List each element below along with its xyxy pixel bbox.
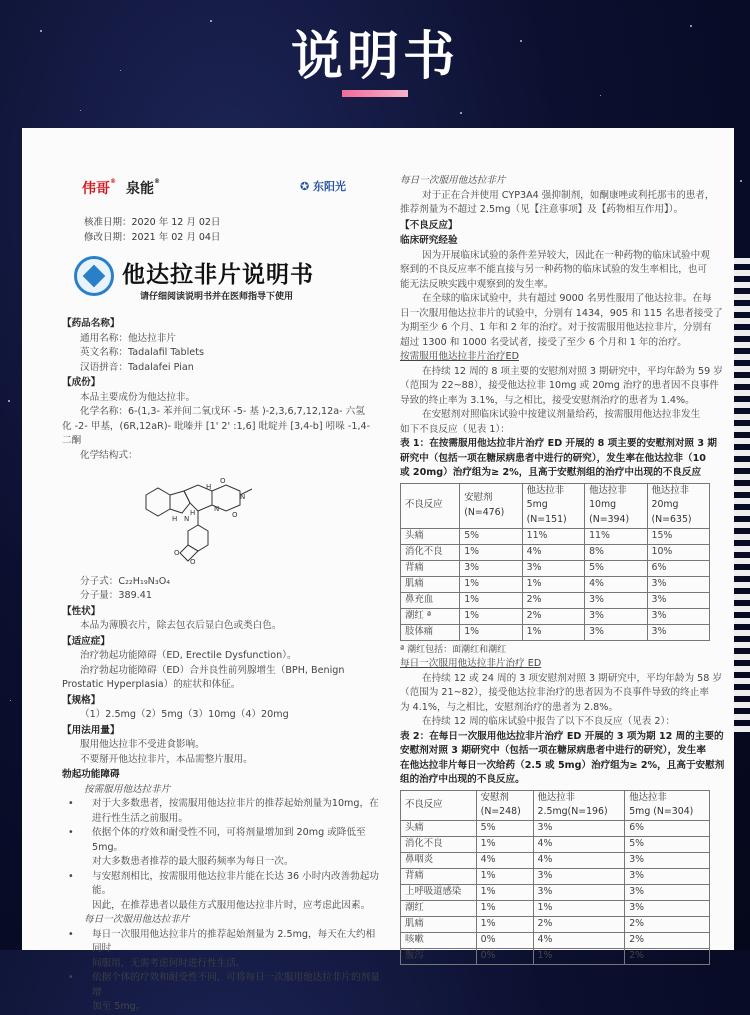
table-row — [401, 528, 710, 544]
table-header-cell: 他达拉非 20mg (N=635) — [647, 483, 710, 528]
page-title: 说明书 — [290, 27, 459, 87]
chemical-structure-image — [132, 465, 292, 565]
table-row — [401, 608, 710, 624]
text-line: 因为开展临床试验的条件差异较大，因此在一种药物的临床试验中观 — [422, 249, 710, 261]
bullet-item: • 与安慰剂相比，按需服用他达拉非片能在长达 36 小时内改善勃起功能。 因此，在推荐患者以最佳方式服用他达拉非片时，应考虑此因素。 — [62, 870, 384, 914]
table-header-row — [401, 483, 710, 528]
table-cell: 1% — [476, 868, 533, 884]
table-caption: 研究中（包括一项在糖尿病患者中进行的研究），发生率在他达拉非（10 — [400, 452, 706, 464]
section-heading: 【药品名称】 — [62, 318, 120, 329]
table-header-cell: 不良反应 — [401, 790, 477, 820]
svg-text:H: H — [172, 515, 178, 523]
table-cell: 上呼吸道感染 — [401, 884, 477, 900]
section-heading: 【不良反应】 — [400, 219, 458, 231]
table-cell: 0% — [476, 948, 533, 964]
svg-text:N: N — [184, 515, 190, 523]
table-header-cell: 不良反应 — [401, 483, 460, 528]
table-cell: 1% — [533, 948, 625, 964]
table-cell: 3% — [625, 900, 710, 916]
table-cell: 3% — [625, 884, 710, 900]
text-line: 为期至少 6 个月、1 年和 2 年的治疗。对于按需服用他达拉非片，分别有 — [400, 322, 712, 333]
table-cell: 4% — [533, 836, 625, 852]
subheading: 每日一次服用他达拉非片 — [400, 175, 506, 186]
table-cell: 消化不良 — [401, 544, 460, 560]
table-caption: 在他达拉非片每日一次给药（2.5 或 5mg）治疗组为≥ 2%，且高于安慰剂 — [400, 759, 725, 771]
svg-text:O: O — [174, 549, 180, 557]
text-line: 在全球的临床试验中，共有超过 9000 名男性服用了他达拉非。在每 — [422, 293, 712, 304]
table-cell: 1% — [476, 916, 533, 932]
approve-date: 核准日期：2020 年 12 月 02日 — [84, 217, 221, 228]
svg-text:H: H — [190, 509, 196, 517]
section-heading: 临床研究经验 — [400, 235, 458, 246]
table-row — [401, 900, 710, 916]
table-cell: 背痛 — [401, 560, 460, 576]
text-line: 化学名称：6-(1,3- 苯并间二氧戊环 -5- 基 )-2,3,6,7,12,12a- 六氢 — [80, 406, 365, 417]
table-cell: 2% — [522, 592, 584, 608]
table-header-cell: 他达拉非 5mg (N=151) — [522, 483, 584, 528]
text-line: 在持续 12 或 24 周的 3 项安慰剂对照 3 期研究中，平均年龄为 58 岁 — [422, 672, 722, 684]
svg-text:N: N — [214, 505, 220, 513]
doc-subtitle: 请仔细阅读说明书并在医师指导下使用 — [140, 292, 294, 302]
star — [10, 700, 11, 701]
star — [460, 112, 462, 114]
text-line: 治疗勃起功能障碍（ED）合并良性前列腺增生（BPH, Benign — [80, 664, 345, 676]
bullet-item: • 每日一次服用他达拉非片的推荐起始剂量为 2.5mg，每天在大约相同时 间服用，无需考虑何时进行性生活。 — [62, 928, 384, 972]
table-caption: 或 20mg）治疗组为≥ 2%，且高于安慰剂组的治疗中出现的不良反应 — [400, 467, 702, 478]
english-name: 英文名称：Tadalafil Tablets — [80, 347, 204, 358]
svg-text:O: O — [232, 511, 238, 519]
table-cell: 肢体痛 — [401, 624, 460, 640]
table-cell: 4% — [533, 932, 625, 948]
table-header-cell: 他达拉非 10mg (N=394) — [585, 483, 647, 528]
table-header-cell: 他达拉非 5mg (N=304) — [625, 790, 710, 820]
text-line: 在持续 12 周的临床试验中报告了以下不良反应（见表 2）： — [422, 716, 675, 727]
table-row — [401, 544, 710, 560]
table-row — [401, 820, 710, 836]
text-line: 日一次服用他达拉非片的试验中，分别有 1434，905 和 115 名患者接受了 — [400, 307, 723, 319]
right-column — [400, 174, 725, 967]
table-cell: 2% — [625, 916, 710, 932]
table-cell: 1% — [476, 900, 533, 916]
table-cell: 3% — [533, 820, 625, 836]
table-cell: 4% — [533, 852, 625, 868]
text-line: （范围为 22~88），接受他达拉非 10mg 或 20mg 治疗的患者因不良事件 — [400, 380, 719, 391]
section-heading: 【适应症】 — [62, 635, 110, 647]
table-cell: 3% — [585, 592, 647, 608]
text-line: （范围为 21~82），接受他达拉非治疗的患者因为不良事件导致的终止率 — [400, 687, 709, 698]
table-cell: 3% — [522, 560, 584, 576]
table-caption: 表 2：在每日一次服用他达拉非片治疗 ED 开展的 3 项为期 12 周的主要的 — [400, 730, 724, 742]
svg-text:O: O — [190, 558, 196, 566]
table-cell: 咳嗽 — [401, 932, 477, 948]
table-cell: 1% — [476, 884, 533, 900]
table-cell: 3% — [585, 624, 647, 640]
svg-text:N: N — [240, 493, 246, 501]
table-cell: 3% — [533, 868, 625, 884]
text-line: 化 -2- 甲基，(6R,12aR)- 吡嗪并 [1' 2' :1,6] 吡啶并 [3,4-b] 吲哚 -1,4- — [62, 420, 371, 432]
subheading: 每日一次服用他达拉非片治疗 ED — [400, 658, 542, 669]
generic-name: 通用名称：他达拉非片 — [80, 332, 176, 344]
table-header-row — [401, 790, 710, 820]
title-underline — [342, 90, 408, 97]
section-heading: 【用法用量】 — [62, 724, 120, 736]
subheading: 按需服用他达拉非片治疗ED — [400, 351, 519, 362]
brand-logo-weige: 伟哥® — [82, 178, 116, 197]
text-line: Prostatic Hyperplasia）的症状和体征。 — [62, 679, 241, 690]
table-row — [401, 948, 710, 964]
text-line: （1）2.5mg（2）5mg（3）10mg（4）20mg — [80, 709, 289, 720]
text-line: 为 4.1%，与之相比，安慰剂治疗的患者为 2.8%。 — [400, 701, 618, 713]
left-column — [62, 316, 384, 1015]
table-cell: 1% — [460, 592, 522, 608]
table-cell: 1% — [522, 576, 584, 592]
section-heading: 【性状】 — [62, 605, 101, 617]
table-cell: 8% — [585, 544, 647, 560]
table-cell: 1% — [533, 900, 625, 916]
svg-text:H: H — [206, 483, 212, 491]
text-line: 超过 1300 和 1000 名受试者，接受了至少 6 个月和 1 年的治疗。 — [400, 336, 687, 348]
text-line: 察到的不良反应率不能直接与另一种药物的临床试验的发生率相比，也可 — [400, 264, 707, 275]
table-cell: 鼻咽炎 — [401, 852, 477, 868]
text-line: 能无法反映实践中观察到的发生率。 — [400, 278, 554, 290]
text-line: 服用他达拉非不受进食影响。 — [80, 739, 205, 750]
star — [8, 400, 10, 402]
edge-stripes — [734, 258, 750, 763]
bullet-item: • 依据个体的疗效和耐受性不同，可将每日一次服用他达拉非片的剂量增 加至 5mg。 — [62, 971, 384, 1015]
text-line: 推荐剂量为不超过 2.5mg（见【注意事项】及【药物相互作用】）。 — [400, 204, 684, 215]
bullet-item: • 依据个体的疗效和耐受性不同，可将剂量增加到 20mg 或降低至5mg。 对大多数患者推荐的最大服药频率为每日一次。 — [62, 826, 384, 870]
text-line: 如下不良反应（见表 1）： — [400, 423, 510, 435]
table-header-cell: 他达拉非 2.5mg(N=196) — [533, 790, 625, 820]
table-cell: 5% — [476, 820, 533, 836]
table-row — [401, 592, 710, 608]
text-line: 导致的终止率为 3.1%，与之相比，接受安慰剂治疗的患者为 1.4%。 — [400, 394, 695, 406]
table-row — [401, 916, 710, 932]
table-footnote: ª 潮红包括：面潮红和潮红 — [400, 644, 507, 655]
text-line: 化学结构式： — [80, 449, 138, 461]
adverse-reaction-table-1 — [400, 483, 710, 641]
table-cell: 2% — [522, 608, 584, 624]
table-row — [401, 884, 710, 900]
table-header-cell: 安慰剂 (N=476) — [460, 483, 522, 528]
text-line: 本品主要成份为他达拉非。 — [80, 391, 196, 403]
table-caption: 安慰剂对照 3 期研究中（包括一项在糖尿病患者中进行的研究），发生率 — [400, 745, 706, 756]
table-cell: 消化不良 — [401, 836, 477, 852]
svg-text:O: O — [220, 477, 226, 485]
table-cell: 1% — [460, 608, 522, 624]
molecular-formula: 分子式：C₂₂H₁₉N₃O₄ — [80, 575, 171, 587]
table-cell: 0% — [476, 932, 533, 948]
table-cell: 6% — [625, 820, 710, 836]
subheading: 每日一次服用他达拉非片 — [84, 914, 190, 925]
table-cell: 11% — [585, 528, 647, 544]
table-cell: 肌痛 — [401, 916, 477, 932]
table-cell: 5% — [625, 836, 710, 852]
table-caption: 表 1：在按需服用他达拉非片治疗 ED 开展的 8 项主要的安慰剂对照 3 期 — [400, 438, 717, 449]
table-cell: 3% — [647, 592, 710, 608]
table-cell: 3% — [533, 884, 625, 900]
table-row — [401, 868, 710, 884]
table-row — [401, 624, 710, 640]
adverse-reaction-table-2 — [400, 790, 710, 965]
table-cell: 头痛 — [401, 820, 477, 836]
table-cell: 1% — [476, 836, 533, 852]
table-cell: 4% — [585, 576, 647, 592]
table-cell: 10% — [647, 544, 710, 560]
text-line: 在安慰剂对照临床试验中按建议剂量给药，按需服用他达拉非发生 — [422, 409, 701, 420]
table-cell: 1% — [522, 624, 584, 640]
table-cell: 6% — [647, 560, 710, 576]
table-cell: 4% — [476, 852, 533, 868]
table-cell: 11% — [522, 528, 584, 544]
table-cell: 3% — [625, 868, 710, 884]
table-cell: 3% — [647, 624, 710, 640]
table-caption: 组的治疗中出现的不良反应。 — [400, 774, 525, 785]
section-heading: 【成份】 — [62, 377, 101, 388]
subheading: 按需服用他达拉非片 — [84, 783, 171, 795]
text-line: 对于正在合并使用 CYP3A4 强抑制剂，如酮康唑或利托那韦的患者， — [422, 189, 715, 201]
emblem-icon — [74, 256, 114, 296]
table-cell: 3% — [625, 852, 710, 868]
table-cell: 1% — [460, 544, 522, 560]
text-line: 治疗勃起功能障碍（ED, Erectile Dysfunction）。 — [80, 650, 297, 661]
table-cell: 背痛 — [401, 868, 477, 884]
text-line: 不要掰开他达拉非片，本品需整片服用。 — [80, 753, 253, 765]
star — [740, 180, 742, 182]
molecular-weight: 分子量：389.41 — [80, 590, 152, 601]
partner-logo: ✪ 东阳光 — [300, 180, 347, 193]
section-heading: 【规格】 — [62, 694, 101, 706]
table-cell: 2% — [625, 932, 710, 948]
text-line: 在持续 12 周的 8 项主要的安慰剂对照 3 期研究中，平均年龄为 59 岁 — [422, 365, 723, 377]
table-cell: 潮红 — [401, 900, 477, 916]
table-cell: 2% — [625, 948, 710, 964]
table-cell: 15% — [647, 528, 710, 544]
text-line: 本品为薄膜衣片，除去包衣后显白色或类白色。 — [80, 620, 282, 631]
star — [600, 95, 601, 96]
table-cell: 2% — [533, 916, 625, 932]
table-cell: 3% — [647, 576, 710, 592]
table-cell: 4% — [522, 544, 584, 560]
table-row — [401, 852, 710, 868]
table-cell: 3% — [647, 608, 710, 624]
table-cell: 1% — [460, 624, 522, 640]
table-header-cell: 安慰剂 (N=248) — [476, 790, 533, 820]
table-cell: 潮红 ª — [401, 608, 460, 624]
text-line: 二酮 — [62, 435, 82, 446]
table-cell: 3% — [585, 608, 647, 624]
table-cell: 3% — [460, 560, 522, 576]
table-cell: 肌痛 — [401, 576, 460, 592]
table-cell: 头痛 — [401, 528, 460, 544]
table-row — [401, 932, 710, 948]
table-cell: 5% — [460, 528, 522, 544]
table-cell: 1% — [460, 576, 522, 592]
table-cell: 鼻充血 — [401, 592, 460, 608]
leaflet-sheet — [22, 128, 734, 1012]
table-row — [401, 560, 710, 576]
pinyin-name: 汉语拼音：Tadalafei Pian — [80, 361, 194, 373]
table-row — [401, 576, 710, 592]
table-cell: 腹泻 — [401, 948, 477, 964]
revise-date: 修改日期：2021 年 02 月 04日 — [84, 232, 221, 243]
brand-logo-quanneng: 泉能® — [126, 178, 160, 197]
bullet-item: • 对于大多数患者，按需服用他达拉非片的推荐起始剂量为10mg，在 进行性生活之前服用。 — [62, 797, 384, 826]
doc-title: 他达拉非片说明书 — [122, 262, 314, 288]
star — [80, 110, 81, 111]
table-cell: 5% — [585, 560, 647, 576]
table-row — [401, 836, 710, 852]
section-heading: 勃起功能障碍 — [62, 769, 120, 780]
